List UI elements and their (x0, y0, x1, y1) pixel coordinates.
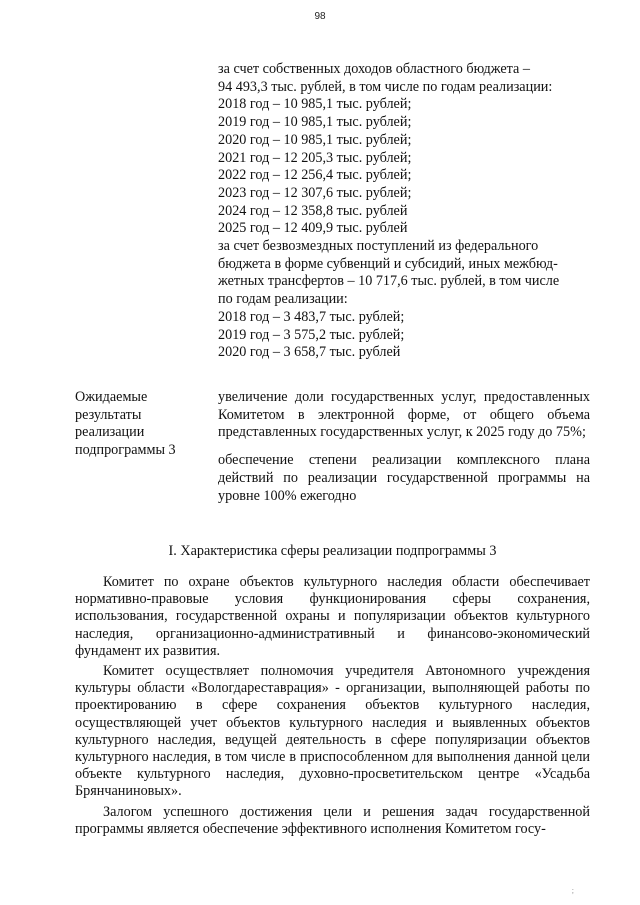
paragraph: Комитет по охране объектов культурного наследия области обеспечивает нормативно-правовые условия функционирования сферы сохранения, использования, государственной охраны и популяризации объектов культурного наследия, организационно-административный и финансово-экономический фундамент их развития. (75, 574, 590, 659)
funding-line: 2023 год – 12 307,6 тыс. рублей; (218, 184, 412, 201)
funding-line: 2019 год – 3 575,2 тыс. рублей; (218, 326, 405, 343)
funding-block (218, 61, 590, 362)
results-label-line: реализации (75, 424, 145, 441)
result-item: обеспечение степени реализации комплексного плана действий по реализации государственной программы на уровне 100% ежегодно (218, 452, 590, 504)
funding-line: 94 493,3 тыс. рублей, в том числе по годам реализации: (218, 78, 553, 95)
funding-line: 2018 год – 10 985,1 тыс. рублей; (218, 96, 412, 113)
body-text (75, 574, 590, 841)
funding-line: 2018 год – 3 483,7 тыс. рублей; (218, 308, 405, 325)
expected-results-label (75, 389, 205, 460)
funding-line: 2019 год – 10 985,1 тыс. рублей; (218, 114, 412, 131)
expected-results-text (218, 389, 590, 505)
funding-line: 2024 год – 12 358,8 тыс. рублей (218, 202, 408, 219)
section-heading: I. Характеристика сферы реализации подпрограммы 3 (168, 543, 497, 559)
paragraph: Залогом успешного достижения цели и решения задач государственной программы является обеспечение эффективного исполнения Комитетом госу- (75, 803, 590, 837)
paragraph: Комитет осуществляет полномочия учредителя Автономного учреждения культуры области «Вологдареставрация» - организации, выполняющей работы по проектированию в сфере сохранения объектов культурного наследия, осуществляющей учет объектов культурного наследия и выявленных объектов культурного наследия, ведущей деятельность в сфере популяризации объектов культурного наследия, в том числе в приспособленном для выполнения данной цели объекте культурного наследия, духовно-просветительском центре «Усадьба Брянчаниновых». (75, 663, 590, 800)
results-label-line: Ожидаемые (75, 389, 148, 405)
funding-line: за счет собственных доходов областного бюджета – (218, 61, 530, 77)
result-item: увеличение доли государственных услуг, предоставленных Комитетом в электронной форме, от общего объема представленных государственных услуг, к 2025 году до 75%; (218, 389, 590, 441)
funding-line: 2020 год – 3 658,7 тыс. рублей (218, 344, 401, 361)
funding-line: за счет безвозмездных поступлений из федерального (218, 238, 539, 255)
funding-line: 2021 год – 12 205,3 тыс. рублей; (218, 149, 412, 166)
funding-line: по годам реализации: (218, 291, 348, 308)
results-label-line: результаты (75, 406, 142, 423)
funding-line: бюджета в форме субвенций и субсидий, иных межбюд- (218, 255, 558, 272)
results-label-line: подпрограммы 3 (75, 442, 176, 459)
funding-line: 2022 год – 12 256,4 тыс. рублей; (218, 167, 412, 184)
page-number: 98 (314, 11, 326, 22)
funding-line: 2020 год – 10 985,1 тыс. рублей; (218, 131, 412, 148)
funding-line: жетных трансфертов – 10 717,6 тыс. рублей, в том числе (218, 273, 560, 290)
corner-mark: ; (571, 886, 574, 895)
funding-line: 2025 год – 12 409,9 тыс. рублей (218, 220, 408, 237)
